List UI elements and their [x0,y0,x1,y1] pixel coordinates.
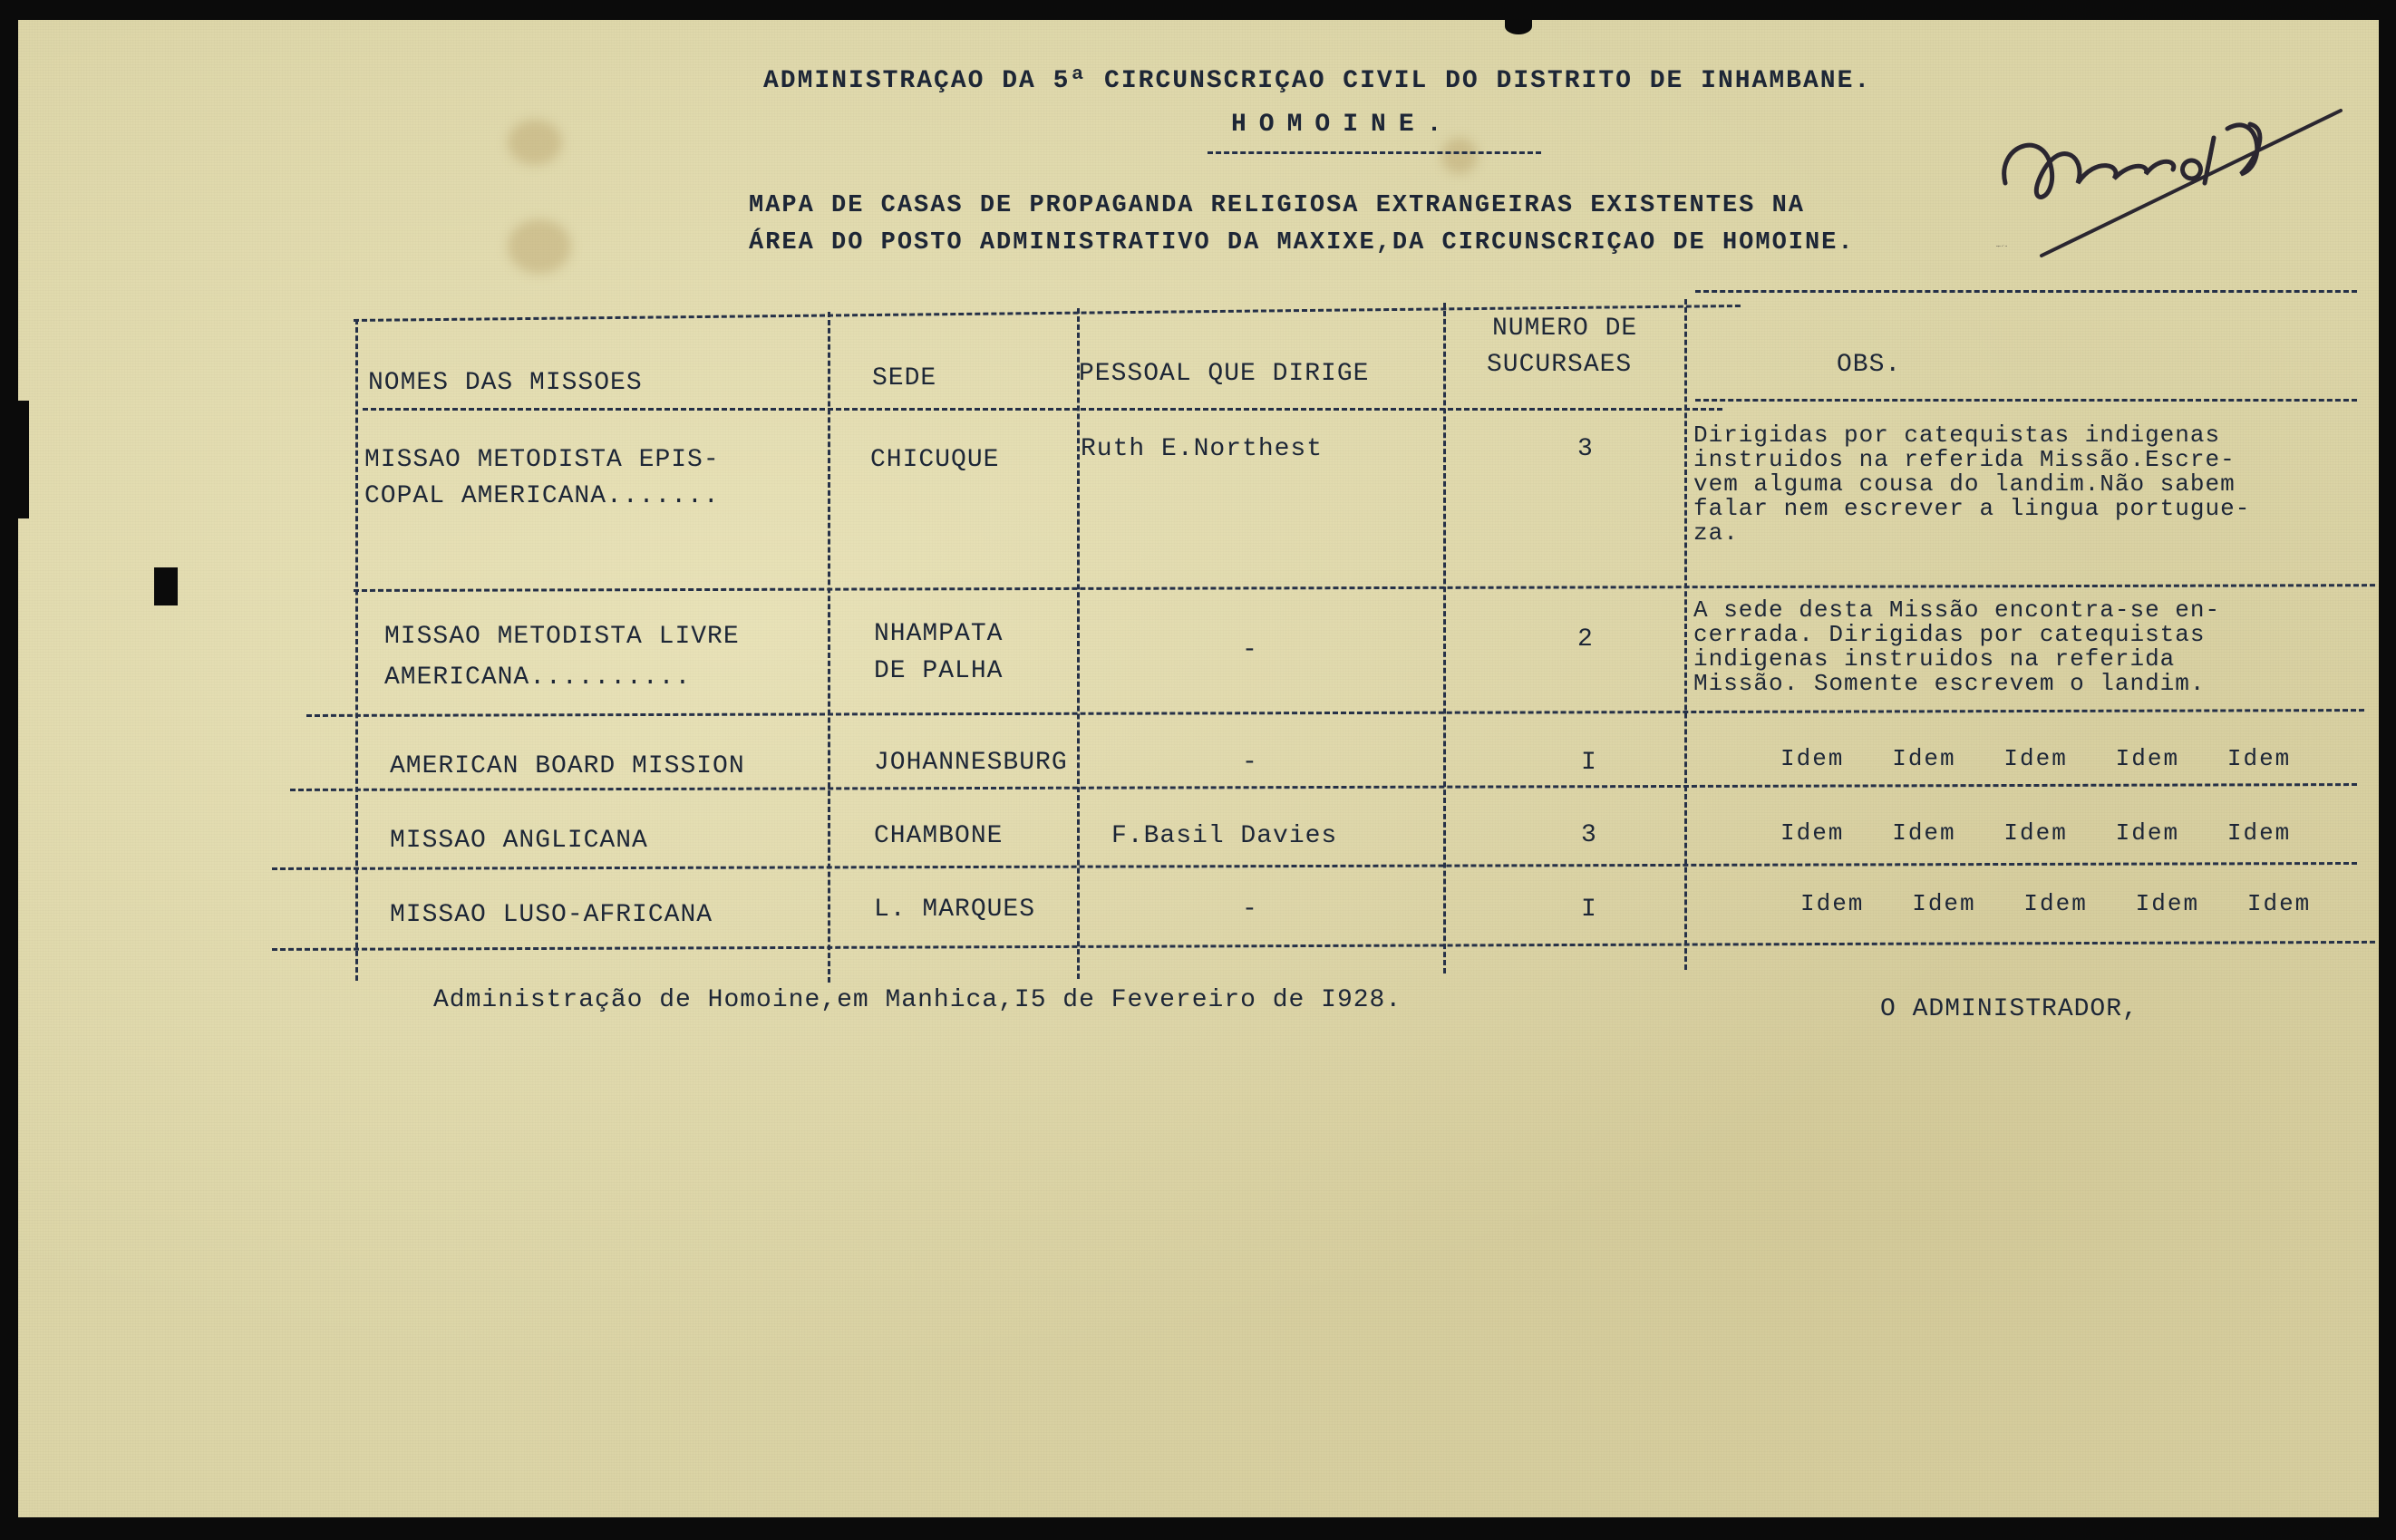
mission-name: MISSAO METODISTA EPIS- [364,446,720,474]
header-bottom-rule [363,408,1722,411]
header-bottom-rule-right [1695,399,2357,402]
table-bottom-rule [272,941,2375,951]
col-header-obs: OBS. [1837,351,1902,379]
mission-name: AMERICANA.......... [384,663,692,692]
header-line-1: ADMINISTRAÇAO DA 5ª CIRCUNSCRIÇAO CIVIL DO DISTRITO DE INHAMBANE. [763,67,1872,95]
col-header-pessoal: PESSOAL QUE DIRIGE [1079,360,1370,388]
signatory-title: O ADMINISTRADOR, [1880,995,2139,1023]
document-title-line-2: ÁREA DO POSTO ADMINISTRATIVO DA MAXIXE,DA CIRCUNSCRIÇAO DE HOMOINE. [749,229,1855,257]
mission-pessoal: - [1242,896,1258,924]
header-line-2: HOMOINE. [1231,111,1455,139]
handwritten-annotation [1987,74,2350,265]
mission-sede: DE PALHA [874,657,1004,685]
mission-pessoal: Ruth E.Northest [1081,435,1324,463]
torn-notch-top [1505,18,1532,34]
mission-numero: 3 [1577,435,1594,463]
mission-pessoal: - [1242,749,1258,777]
torn-edge-left [16,401,29,518]
col-header-name: NOMES DAS MISSOES [368,369,643,397]
mission-name: COPAL AMERICANA....... [364,482,720,510]
mission-pessoal: F.Basil Davies [1111,822,1338,850]
document-title-line-1: MAPA DE CASAS DE PROPAGANDA RELIGIOSA EXTRANGEIRAS EXISTENTES NA [749,192,1805,219]
torn-hole-left [154,567,178,605]
mission-pessoal: - [1242,636,1258,664]
mission-name: MISSAO ANGLICANA [390,827,648,855]
mission-name: AMERICAN BOARD MISSION [390,752,745,780]
mission-sede: CHICUQUE [870,446,1000,474]
mission-numero: I [1581,896,1597,924]
col-rule-3 [1077,308,1080,979]
mission-numero: 3 [1581,821,1597,849]
row-rule-1 [354,584,2375,592]
stain [508,120,562,165]
mission-obs: A sede desta Missão encontra-se en- cerrada. Dirigidas por catequistas indigenas instruidos na referida Missão. Somente escrevem o landim. [1693,596,2221,697]
mission-numero: I [1581,749,1597,777]
row-rule-3 [290,783,2357,791]
mission-name: MISSAO METODISTA LIVRE [384,623,740,651]
mission-obs: Dirigidas por catequistas indigenas instruidos na referida Missão.Escre- vem alguma cousa do landim.Não sabem falar nem escrever a lingua portugue- za. [1693,421,2251,547]
table-top-rule-right [1695,290,2357,293]
mission-sede: L. MARQUES [874,896,1036,924]
col-header-numero: SUCURSAES [1487,351,1633,379]
col-rule-5 [1684,299,1687,970]
mission-sede: NHAMPATA [874,620,1004,648]
col-rule-left [355,319,358,981]
stain [508,219,571,274]
mission-name: MISSAO LUSO-AFRICANA [390,901,713,929]
document-page [18,20,2379,1517]
col-header-numero: NUMERO DE [1492,315,1638,343]
annotation-text: Mapa nº 16 [1996,245,2008,247]
mission-obs: Idem Idem Idem Idem Idem [1780,819,2292,847]
mission-sede: CHAMBONE [874,822,1004,850]
row-rule-4 [272,862,2357,870]
header-underline [1208,151,1541,154]
mission-numero: 2 [1577,625,1594,654]
col-rule-4 [1443,303,1446,973]
row-rule-2 [306,709,2364,717]
mission-obs: Idem Idem Idem Idem Idem [1780,745,2292,772]
stain [1441,138,1478,174]
mission-obs: Idem Idem Idem Idem Idem [1800,890,2312,917]
place-date: Administração de Homoine,em Manhica,I5 de Fevereiro de I928. [433,986,1402,1014]
col-header-sede: SEDE [872,364,937,392]
mission-sede: JOHANNESBURG [874,749,1068,777]
col-rule-2 [828,312,830,983]
